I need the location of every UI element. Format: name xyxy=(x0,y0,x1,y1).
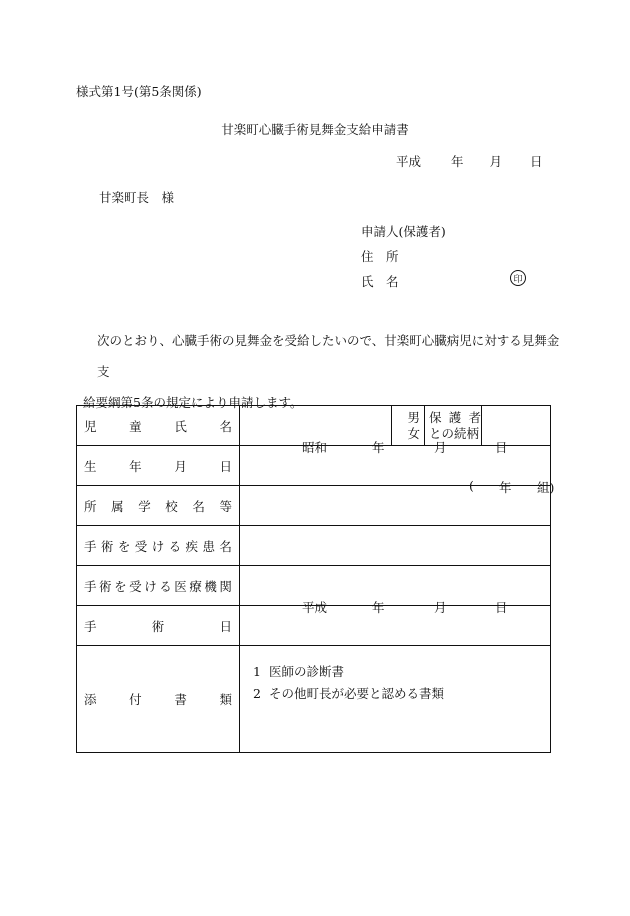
label-char: 名 xyxy=(192,498,205,514)
application-date xyxy=(396,152,543,170)
label-school xyxy=(77,486,240,526)
school-value[interactable] xyxy=(240,478,555,526)
label-institution xyxy=(77,566,240,606)
label-disease xyxy=(77,526,240,566)
label-char: 術 xyxy=(99,578,112,594)
surgery-date-value[interactable] xyxy=(240,600,551,646)
label-char: 手 xyxy=(84,538,97,554)
label-char: 療 xyxy=(189,578,202,594)
label-char: け xyxy=(144,578,157,594)
attachments-value xyxy=(240,646,551,753)
surgery-era: 平成 xyxy=(302,600,328,615)
row-surgery-date xyxy=(77,606,551,646)
school-class: 組) xyxy=(537,480,555,495)
school-open-paren: ( xyxy=(469,478,474,493)
label-char: 機 xyxy=(204,578,217,594)
body-line-1: 次のとおり、心臓手術の見舞金を受給したいので、甘楽町心臓病児に対する見舞金支 xyxy=(97,333,560,379)
label-char: 日 xyxy=(219,618,232,634)
label-char: 日 xyxy=(219,458,232,474)
seal-mark: 印 xyxy=(510,270,526,286)
label-char: 患 xyxy=(202,538,215,554)
label-text xyxy=(84,690,232,708)
row-birth xyxy=(77,446,551,486)
label-text xyxy=(84,417,232,435)
label-child-name xyxy=(77,406,240,446)
label-char: 添 xyxy=(84,692,97,707)
label-char: 氏 xyxy=(174,418,187,434)
label-birth xyxy=(77,446,240,486)
row-school xyxy=(77,486,551,526)
relation-label: との続柄 xyxy=(429,425,480,441)
label-char: 等 xyxy=(219,498,232,514)
form-number: 様式第1号(第5条関係) xyxy=(76,84,202,99)
label-char: 付 xyxy=(129,692,142,707)
label-surgery-date xyxy=(77,606,240,646)
birth-month: 月 xyxy=(434,440,447,455)
label-char: 者 xyxy=(468,409,481,425)
attachment-item: 2 その他町長が必要と認める書類 xyxy=(253,686,445,701)
label-char: 年 xyxy=(129,458,142,474)
sex-cell[interactable] xyxy=(392,406,425,446)
label-char: け xyxy=(151,538,165,554)
document-title: 甘楽町心臓手術見舞金支給申請書 xyxy=(221,122,409,137)
label-char: を xyxy=(117,538,131,554)
label-text xyxy=(84,457,232,475)
birth-year: 年 xyxy=(372,440,385,455)
label-char: 名 xyxy=(219,538,232,554)
label-char: 類 xyxy=(219,692,232,707)
date-month: 月 xyxy=(489,154,503,169)
label-char: 生 xyxy=(84,458,97,474)
label-char: 受 xyxy=(129,578,142,594)
addressee: 甘楽町長 様 xyxy=(99,190,175,205)
label-char: を xyxy=(114,578,127,594)
row-attachments xyxy=(77,646,551,753)
birth-day: 日 xyxy=(495,440,508,455)
label-char: 術 xyxy=(151,618,165,634)
surgery-year: 年 xyxy=(372,600,385,615)
address-label: 住 所 xyxy=(361,249,399,264)
disease-value[interactable] xyxy=(240,526,551,566)
school-year: 年 xyxy=(499,480,512,495)
date-year: 年 xyxy=(451,154,464,169)
label-char: 手 xyxy=(84,618,97,634)
label-char: る xyxy=(168,538,182,554)
surgery-month: 月 xyxy=(434,600,447,615)
label-text xyxy=(429,410,481,426)
label-attachments xyxy=(77,646,240,753)
birth-era: 昭和 xyxy=(302,440,328,455)
label-char: 名 xyxy=(219,418,232,434)
name-label: 氏 名 xyxy=(361,274,399,289)
label-char: 疾 xyxy=(185,538,199,554)
label-text xyxy=(84,577,232,595)
date-day: 日 xyxy=(530,154,543,169)
label-char: 関 xyxy=(219,578,232,594)
label-char: 医 xyxy=(174,578,187,594)
label-char: 属 xyxy=(111,498,124,514)
label-char: 保 xyxy=(429,409,442,425)
label-char: 所 xyxy=(84,498,97,514)
body-line-2: 給要綱第5条の規定により申請します。 xyxy=(83,395,303,410)
application-table xyxy=(76,405,555,753)
label-char: 童 xyxy=(129,418,142,434)
row-disease xyxy=(77,526,551,566)
label-char: 術 xyxy=(100,538,114,554)
label-char: 学 xyxy=(138,498,151,514)
applicant-label: 申請人(保護者) xyxy=(361,224,446,239)
label-text xyxy=(84,497,232,515)
surgery-day: 日 xyxy=(495,600,508,615)
label-text xyxy=(84,537,232,555)
label-char: 護 xyxy=(448,409,462,425)
label-char: 書 xyxy=(174,692,187,707)
date-era: 平成 xyxy=(396,154,422,169)
label-char: 月 xyxy=(174,458,187,474)
label-char: る xyxy=(159,578,172,594)
sex-male: 男 xyxy=(407,409,420,425)
label-char: 児 xyxy=(84,418,97,434)
label-char: 受 xyxy=(134,538,148,554)
label-text xyxy=(84,617,232,635)
attachment-item: 1 医師の診断書 xyxy=(253,664,345,679)
label-char: 校 xyxy=(165,498,178,514)
sex-female: 女 xyxy=(407,425,420,441)
label-char: 手 xyxy=(84,578,97,594)
relation-value[interactable] xyxy=(482,406,551,446)
